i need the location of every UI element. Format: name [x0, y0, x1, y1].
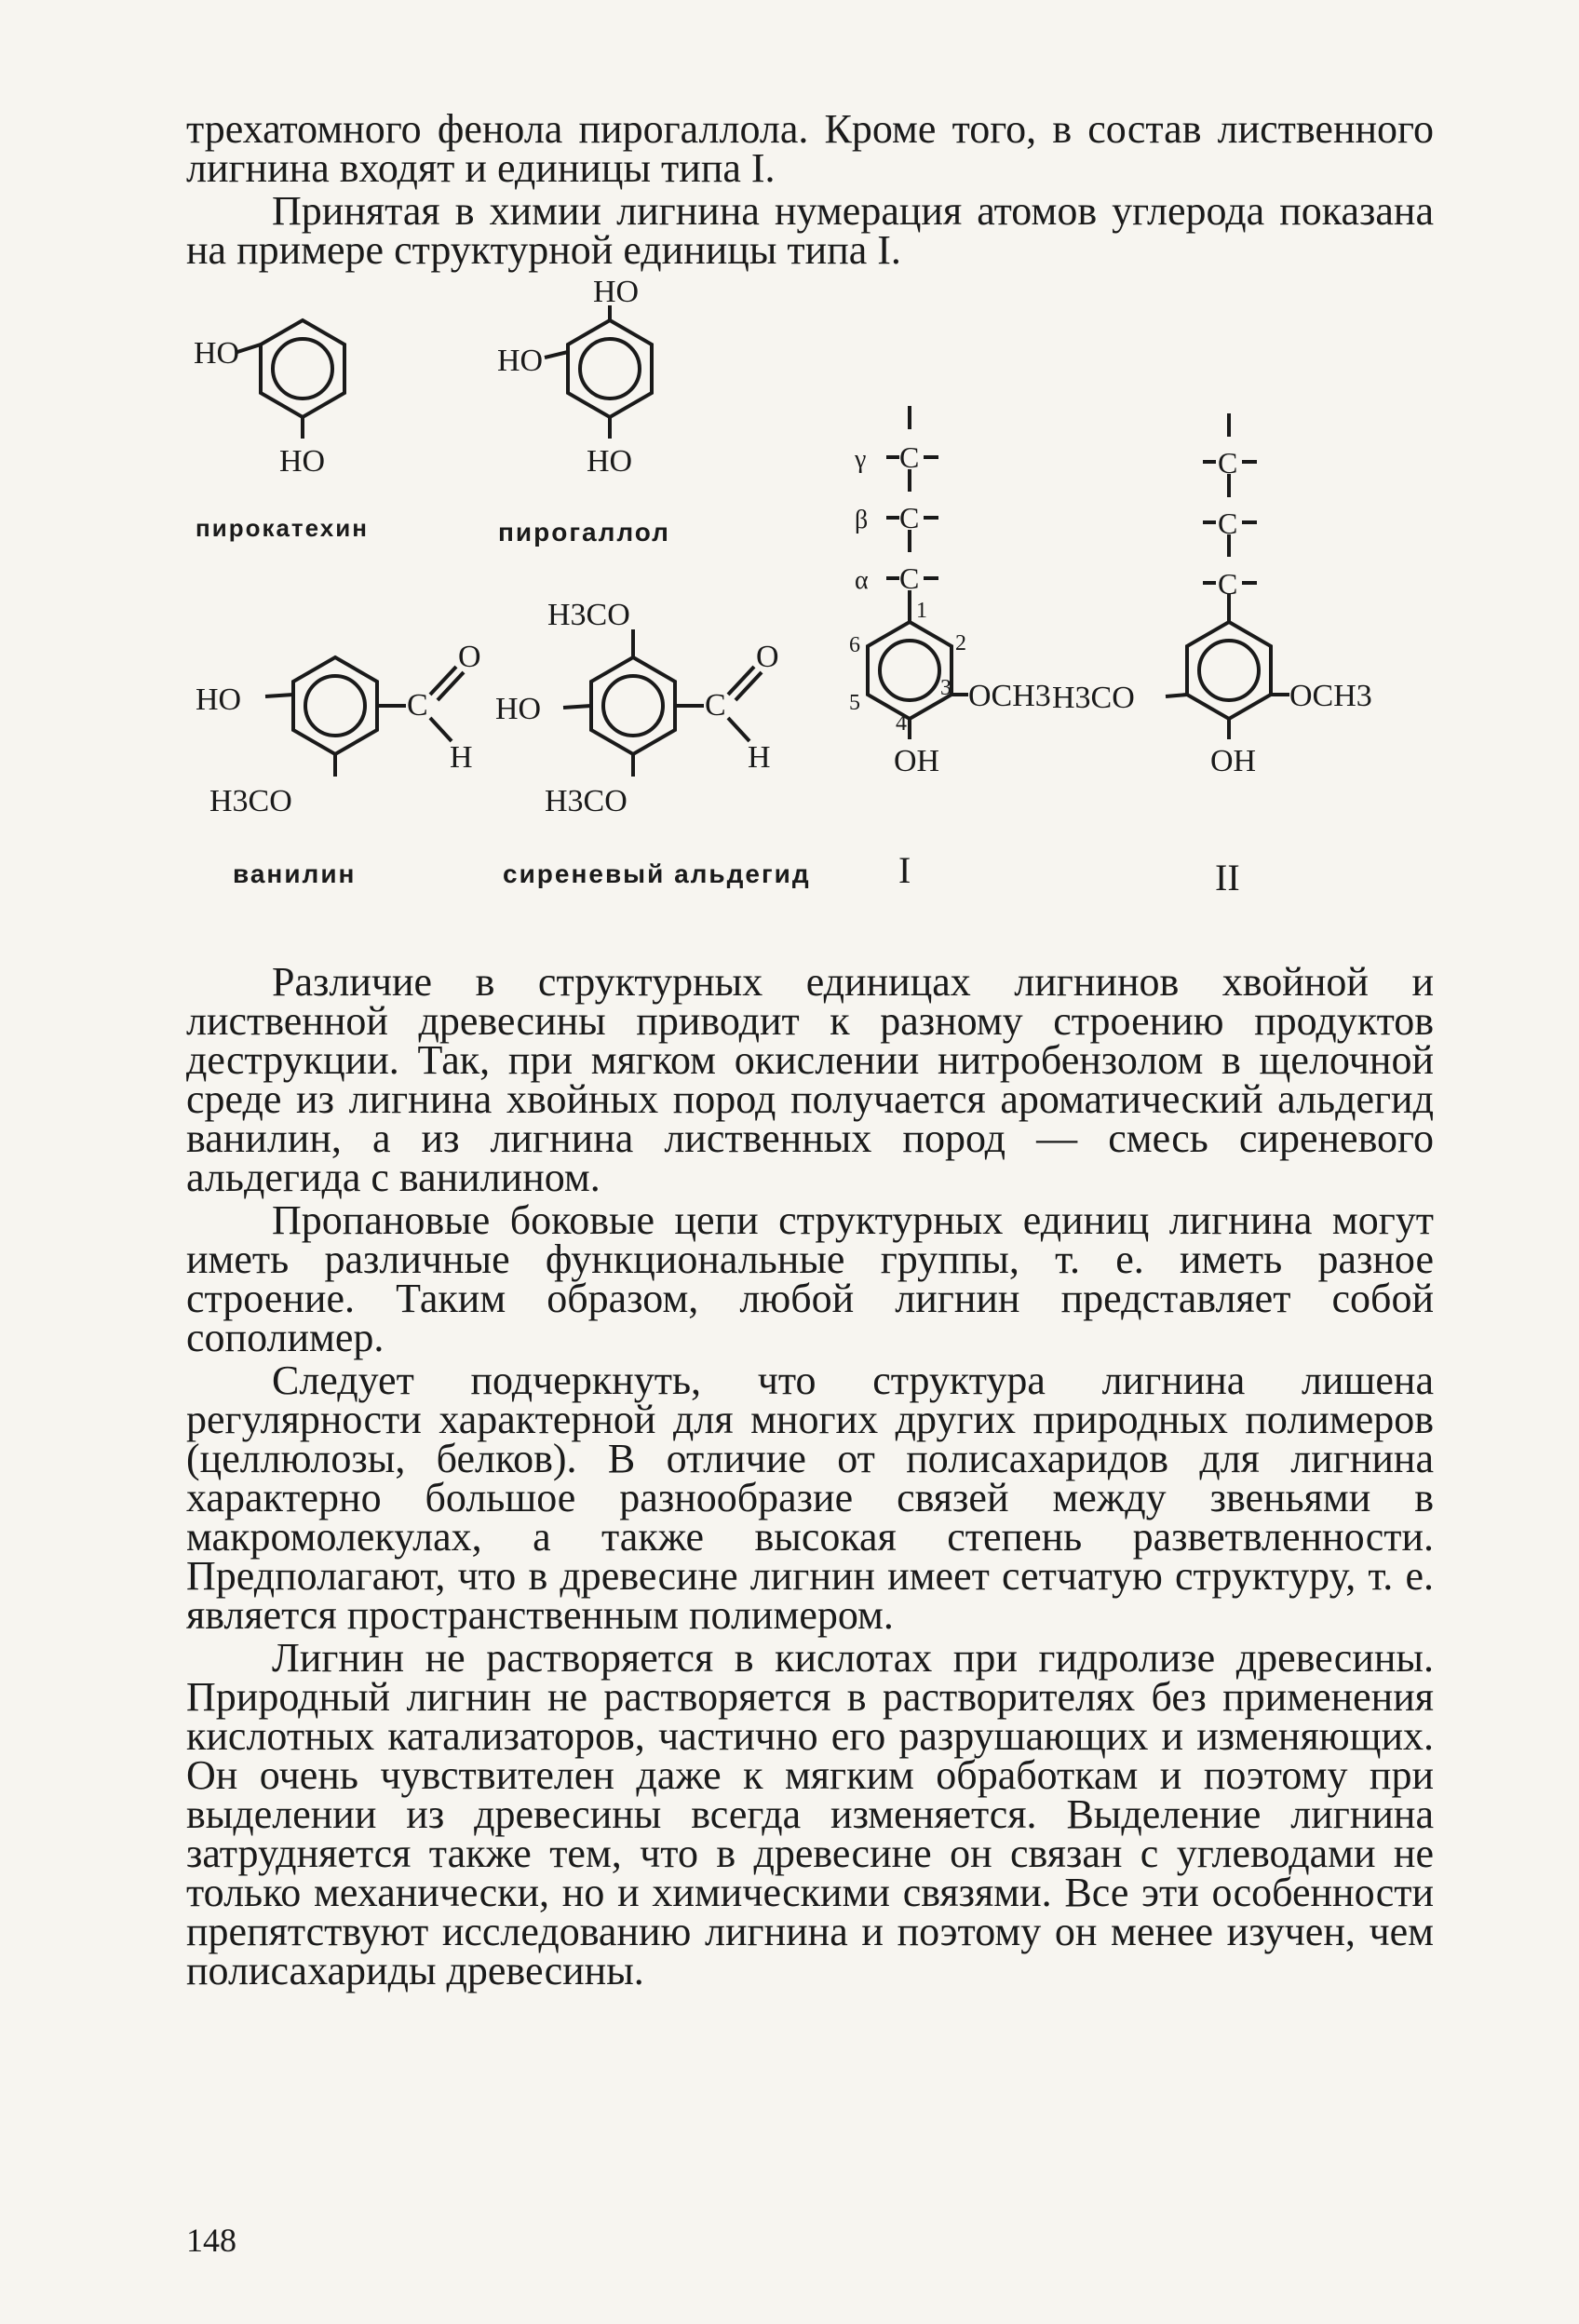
pyrocatechol-ho2: HO — [279, 444, 326, 479]
syringaldehyde-ring — [563, 629, 762, 777]
syringaldehyde-ho: HO — [495, 692, 542, 726]
unit-i-och3: OCH3 — [968, 679, 1051, 713]
unit-i-c-gamma: C — [899, 440, 920, 474]
page-number: 148 — [186, 2222, 236, 2259]
syringaldehyde-h: H — [748, 740, 771, 775]
unit-ii-label: II — [1215, 857, 1240, 899]
vanillin-ho: HO — [196, 682, 242, 717]
unit-i-num-6: 6 — [849, 633, 860, 657]
unit-i-c-beta: C — [899, 501, 920, 534]
unit-i-label: I — [898, 849, 911, 891]
vanillin-c: C — [407, 688, 428, 723]
unit-ii-c2: C — [1218, 507, 1238, 540]
paragraph-bottom-1: Различие в структурных единицах лигнинов хвойной и лиственной древесины приводит к разному строению продуктов деструкции. Так, при мягком окислении нитробензолом в щелочной среде из лигнина хвойных пород получается ароматический альдегид ванилин, а из лигнина лиственных пород — смесь сиреневого альдегида с ванилином. — [186, 959, 1434, 1200]
paragraph-bottom-4: Лигнин не растворяется в кислотах при гидролизе древесины. Природный лигнин не растворяется в растворителях без применения кислотных катализаторов, частично его разрушающих и изменяющих. Он очень чувствителен даже к мягким обработкам и поэтому при выделении из древесины всегда изменяется. Выделение лигнина затрудняется также тем, что в древесине он связан с углеводами не только механически, но и химическими связями. Все эти особенности препятствуют исследованию лигнина и поэтому он менее изучен, чем полисахариды древесины. — [186, 1635, 1434, 1993]
structures-svg — [186, 275, 1434, 946]
vanillin-h: H — [450, 740, 473, 775]
pyrogallol-caption: пирогаллол — [498, 518, 670, 547]
vanillin-o: O — [458, 640, 481, 674]
unit-i-num-4: 4 — [896, 711, 907, 736]
page-content — [186, 106, 1434, 1993]
pyrogallol-ho2: HO — [497, 344, 544, 378]
unit-i-num-2: 2 — [955, 631, 966, 655]
vanillin-och3: H3CO — [209, 784, 292, 818]
unit-i-c-alpha: C — [899, 561, 920, 595]
paragraph-bottom-3: Следует подчеркнуть, что структура лигнина лишена регулярности характерной для многих других природных полимеров (целлюлозы, белков). В отличие от полисахаридов для лигнина характерно большое разнообразие связей между звеньями в макромолекулах, а также высокая степень разветвленности. Предполагают, что в древесине лигнин имеет сетчатую структуру, т. е. является пространственным полимером. — [186, 1358, 1434, 1638]
unit-i-num-1: 1 — [916, 599, 927, 623]
paragraph-bottom-2: Пропановые боковые цепи структурных единиц лигнина могут иметь различные функциональные группы, т. е. иметь разное строение. Таким образом, любой лигнин представляет собой сополимер. — [186, 1197, 1434, 1360]
unit-ii-oh: OH — [1210, 744, 1257, 778]
unit-i-num-3: 3 — [940, 676, 951, 700]
vanillin-caption: ванилин — [233, 859, 357, 888]
unit-ii-och3: OCH3 — [1289, 679, 1372, 713]
unit-ii-h3co: H3CO — [1052, 681, 1135, 715]
syringaldehyde-c: C — [705, 688, 726, 723]
pyrocatechol-ho1: HO — [194, 336, 240, 371]
syringaldehyde-h3co-bottom: H3CO — [545, 784, 628, 818]
syringaldehyde-caption: сиреневый альдегид — [503, 859, 811, 888]
pyrocatechol-caption: пирокатехин — [196, 514, 369, 542]
syringaldehyde-h3co-top: H3CO — [547, 598, 630, 632]
chemical-structures-figure — [186, 275, 1434, 946]
unit-i-alpha: α — [855, 566, 869, 595]
pyrocatechol-ring — [237, 320, 344, 439]
unit-i-oh: OH — [894, 744, 940, 778]
vanillin-ring — [265, 657, 464, 777]
pyrogallol-ring — [545, 305, 652, 439]
unit-i-gamma: γ — [855, 445, 867, 474]
unit-ii-c1: C — [1218, 446, 1238, 480]
pyrogallol-ho1: HO — [593, 275, 640, 309]
paragraph-top-2: Принятая в химии лигнина нумерация атомов углерода показана на примере структурной единицы типа I. — [186, 188, 1434, 273]
syringaldehyde-o: O — [756, 640, 779, 674]
unit-i-num-5: 5 — [849, 691, 860, 715]
unit-ii-c3: C — [1218, 567, 1238, 601]
pyrogallol-ho3: HO — [587, 444, 633, 479]
unit-i-beta: β — [855, 506, 869, 534]
paragraph-top-1: трехатомного фенола пирогаллола. Кроме того, в состав лиственного лигнина входят и единицы типа I. — [186, 106, 1434, 191]
